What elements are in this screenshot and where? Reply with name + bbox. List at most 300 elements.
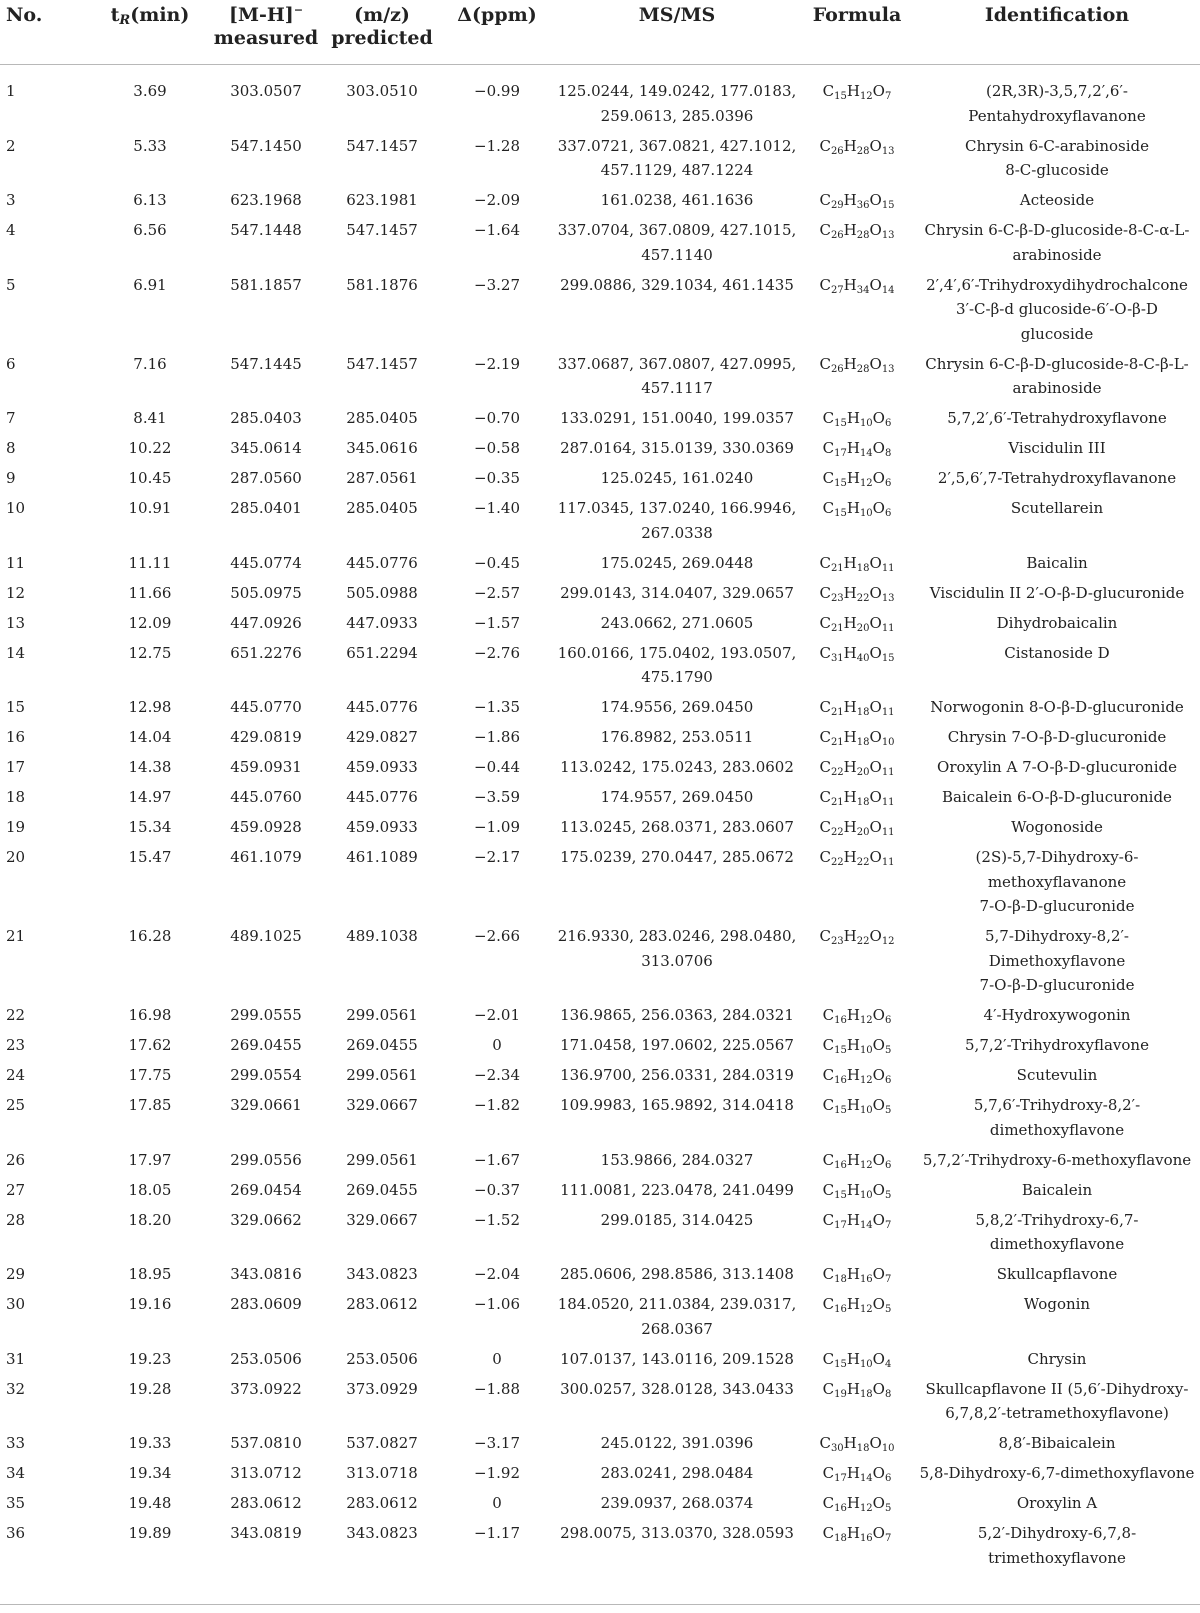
cell-msms: 299.0185, 314.0425 — [600, 1210, 754, 1229]
cell-no: 31 — [6, 1349, 26, 1368]
cell-retention-time: 6.56 — [133, 221, 167, 239]
cell-formula: $C_{15}H_{10}O_5$ — [822, 1036, 892, 1056]
cell-identification: 8,8′-Bibaicalein — [998, 1434, 1116, 1452]
table-row — [0, 1292, 1200, 1347]
cell-retention-time: 11.11 — [128, 553, 172, 572]
cell-identification: Wogonin — [1023, 1295, 1091, 1313]
cell-msms: 153.9866, 284.0327 — [600, 1150, 754, 1169]
cell-delta: −1.86 — [474, 728, 520, 746]
cell-measured: 445.0770 — [230, 698, 302, 716]
cell-retention-time: 17.62 — [128, 1036, 172, 1054]
cell-no: 22 — [6, 1006, 26, 1024]
cell-measured: 285.0403 — [230, 409, 302, 427]
cell-identification: Chrysin 6-C-arabinoside 8-C-glucoside — [965, 136, 1149, 179]
cell-measured: 505.0975 — [230, 583, 302, 602]
table-row — [0, 725, 1200, 755]
cell-measured: 343.0816 — [230, 1265, 302, 1283]
cell-predicted: 459.0933 — [346, 818, 418, 836]
cell-no: 15 — [6, 698, 26, 716]
cell-no: 24 — [6, 1066, 26, 1084]
cell-predicted: 447.0933 — [346, 613, 418, 632]
cell-formula: $C_{16}H_{12}O_6$ — [822, 1066, 892, 1086]
cell-formula: $C_{31}H_{40}O_{15}$ — [819, 643, 895, 664]
cell-no: 5 — [6, 275, 16, 294]
cell-no: 1 — [6, 82, 16, 100]
cell-retention-time: 17.85 — [128, 1096, 172, 1114]
cell-predicted: 537.0827 — [346, 1434, 418, 1452]
cell-no: 28 — [6, 1210, 26, 1229]
cell-measured: 489.1025 — [230, 927, 302, 945]
cell-predicted: 505.0988 — [346, 583, 418, 602]
cell-no: 16 — [6, 728, 26, 746]
cell-no: 4 — [6, 221, 16, 239]
cell-measured: 283.0609 — [230, 1295, 302, 1313]
cell-measured: 445.0774 — [230, 553, 302, 572]
cell-predicted: 299.0561 — [346, 1006, 418, 1024]
cell-identification: Chrysin 6-C-β-D-glucoside-8-C-β-L- arabinoside — [925, 354, 1189, 397]
cell-retention-time: 14.38 — [128, 758, 172, 776]
cell-msms: 337.0687, 367.0807, 427.0995, 457.1117 — [557, 354, 797, 397]
cell-predicted: 461.1089 — [346, 848, 418, 866]
cell-delta: −1.88 — [474, 1379, 520, 1398]
cell-formula: $C_{15}H_{10}O_4$ — [822, 1349, 892, 1370]
cell-delta: −2.34 — [474, 1066, 520, 1084]
cell-msms: 287.0164, 315.0139, 330.0369 — [560, 439, 794, 457]
table-row — [0, 1377, 1200, 1432]
cell-delta: 0 — [492, 1494, 502, 1512]
cell-identification: Chrysin 7-O-β-D-glucuronide — [947, 728, 1167, 746]
cell-predicted: 343.0823 — [346, 1524, 418, 1542]
cell-msms: 113.0242, 175.0243, 283.0602 — [560, 758, 794, 776]
cell-no: 14 — [6, 643, 26, 662]
cell-msms: 239.0937, 268.0374 — [600, 1494, 754, 1512]
cell-formula: $C_{16}H_{12}O_6$ — [822, 1006, 892, 1026]
cell-formula: $C_{23}H_{22}O_{13}$ — [819, 583, 895, 604]
cell-retention-time: 10.45 — [128, 469, 172, 487]
cell-identification: Chrysin — [1027, 1349, 1087, 1368]
cell-no: 6 — [6, 354, 16, 373]
cell-msms: 161.0238, 461.1636 — [600, 191, 754, 209]
cell-formula: $C_{15}H_{10}O_5$ — [822, 1180, 892, 1201]
cell-msms: 216.9330, 283.0246, 298.0480, 313.0706 — [557, 927, 797, 970]
cell-delta: −3.17 — [474, 1434, 520, 1452]
cell-measured: 285.0401 — [230, 499, 302, 517]
table-row — [0, 65, 1200, 134]
table-row — [0, 218, 1200, 273]
cell-predicted: 299.0561 — [346, 1150, 418, 1169]
header-formula: Formula — [812, 4, 902, 26]
cell-measured: 313.0712 — [230, 1464, 302, 1482]
cell-identification: (2S)-5,7-Dihydroxy-6- methoxyflavanone 7-O-β-D-glucuronide — [975, 848, 1139, 915]
cell-delta: −1.92 — [474, 1464, 520, 1482]
cell-no: 20 — [6, 848, 26, 866]
cell-msms: 125.0244, 149.0242, 177.0183, 259.0613, 285.0396 — [557, 82, 797, 125]
cell-msms: 174.9556, 269.0450 — [600, 698, 754, 716]
header-identification: Identification — [984, 4, 1130, 26]
cell-delta: −1.57 — [474, 613, 520, 632]
cell-msms: 299.0886, 329.1034, 461.1435 — [560, 275, 794, 294]
cell-no: 32 — [6, 1379, 26, 1398]
cell-predicted: 285.0405 — [346, 409, 418, 427]
cell-retention-time: 16.98 — [128, 1006, 172, 1024]
cell-delta: −1.09 — [474, 818, 520, 836]
table-row — [0, 134, 1200, 189]
table-row — [0, 1347, 1200, 1377]
cell-no: 29 — [6, 1265, 26, 1283]
cell-measured: 445.0760 — [230, 788, 302, 806]
cell-predicted: 445.0776 — [346, 553, 418, 572]
cell-msms: 174.9557, 269.0450 — [600, 788, 754, 806]
table-row — [0, 1521, 1200, 1578]
cell-no: 19 — [6, 818, 26, 836]
cell-retention-time: 19.23 — [128, 1349, 172, 1368]
cell-predicted: 343.0823 — [346, 1265, 418, 1283]
cell-delta: −2.66 — [474, 927, 520, 945]
cell-formula: $C_{15}H_{12}O_6$ — [822, 469, 892, 489]
cell-retention-time: 17.97 — [128, 1150, 172, 1169]
cell-no: 3 — [6, 191, 16, 209]
cell-delta: −2.04 — [474, 1265, 520, 1283]
table-header — [0, 0, 1200, 65]
cell-retention-time: 3.69 — [133, 82, 167, 100]
cell-msms: 184.0520, 211.0384, 239.0317, 268.0367 — [557, 1295, 797, 1338]
cell-retention-time: 15.47 — [128, 848, 172, 866]
cell-retention-time: 6.13 — [133, 191, 167, 209]
cell-msms: 136.9700, 256.0331, 284.0319 — [560, 1066, 794, 1084]
cell-retention-time: 19.16 — [128, 1295, 172, 1313]
cell-delta: −0.58 — [474, 439, 520, 457]
cell-retention-time: 19.34 — [128, 1464, 172, 1482]
cell-measured: 345.0614 — [230, 439, 302, 457]
table-row — [0, 641, 1200, 696]
cell-no: 34 — [6, 1464, 26, 1482]
cell-identification: Chrysin 6-C-β-D-glucoside-8-C-α-L- arabinoside — [924, 221, 1190, 264]
cell-predicted: 345.0616 — [346, 439, 418, 457]
table-row — [0, 785, 1200, 815]
cell-msms: 176.8982, 253.0511 — [600, 728, 754, 746]
cell-retention-time: 14.97 — [128, 788, 172, 806]
cell-identification: Baicalein — [1021, 1180, 1093, 1199]
table-row — [0, 695, 1200, 725]
cell-no: 18 — [6, 788, 26, 806]
cell-formula: $C_{17}H_{14}O_8$ — [822, 439, 892, 459]
table-row — [0, 755, 1200, 785]
cell-identification: 5,7-Dihydroxy-8,2′- Dimethoxyflavone 7-O-β-D-glucuronide — [979, 927, 1135, 994]
cell-predicted: 623.1981 — [346, 191, 418, 209]
cell-delta: −1.82 — [474, 1096, 520, 1114]
table-row — [0, 845, 1200, 924]
header-predicted: (m/z) predicted — [331, 4, 433, 49]
cell-formula: $C_{26}H_{28}O_{13}$ — [819, 354, 895, 375]
cell-retention-time: 12.75 — [128, 643, 172, 662]
cell-identification: Scutellarein — [1010, 499, 1104, 517]
cell-identification: Baicalin — [1026, 553, 1088, 572]
table-row — [0, 551, 1200, 581]
cell-formula: $C_{22}H_{20}O_{11}$ — [819, 818, 895, 838]
cell-predicted: 445.0776 — [346, 698, 418, 716]
cell-retention-time: 15.34 — [128, 818, 172, 836]
cell-no: 9 — [6, 469, 16, 487]
cell-predicted: 303.0510 — [346, 82, 418, 100]
table-row — [0, 436, 1200, 466]
cell-measured: 329.0662 — [230, 1210, 302, 1229]
cell-predicted: 373.0929 — [346, 1379, 418, 1398]
table-row — [0, 273, 1200, 352]
cell-retention-time: 6.91 — [133, 275, 167, 294]
cell-retention-time: 19.33 — [128, 1434, 172, 1452]
table-row — [0, 352, 1200, 407]
cell-predicted: 253.0506 — [346, 1349, 418, 1368]
cell-measured: 623.1968 — [230, 191, 302, 209]
cell-identification: Baicalein 6-O-β-D-glucuronide — [942, 788, 1172, 806]
cell-identification: (2R,3R)-3,5,7,2′,6′- Pentahydroxyflavanone — [968, 82, 1146, 125]
cell-no: 30 — [6, 1295, 26, 1313]
cell-measured: 287.0560 — [230, 469, 302, 487]
cell-formula: $C_{26}H_{28}O_{13}$ — [819, 136, 895, 157]
cell-retention-time: 10.91 — [128, 499, 172, 517]
table-row — [0, 1461, 1200, 1491]
cell-delta: 0 — [492, 1349, 502, 1368]
header-retention-time: $t_R(\min)$ — [110, 4, 190, 28]
table-body — [0, 65, 1200, 1579]
table-row — [0, 1063, 1200, 1093]
cell-delta: −1.17 — [474, 1524, 520, 1542]
table-row — [0, 1148, 1200, 1178]
cell-formula: $C_{15}H_{12}O_7$ — [822, 82, 892, 102]
cell-msms: 125.0245, 161.0240 — [600, 469, 754, 487]
cell-formula: $C_{15}H_{10}O_6$ — [822, 409, 892, 429]
cell-measured: 299.0556 — [230, 1150, 302, 1169]
cell-identification: Viscidulin II 2′-O-β-D-glucuronide — [929, 583, 1185, 602]
cell-formula: $C_{29}H_{36}O_{15}$ — [819, 191, 895, 211]
cell-delta: −2.01 — [474, 1006, 520, 1024]
cell-delta: −1.35 — [474, 698, 520, 716]
header-no: No. — [6, 4, 43, 26]
cell-measured: 269.0454 — [230, 1180, 302, 1199]
cell-predicted: 329.0667 — [346, 1096, 418, 1114]
cell-identification: 5,8,2′-Trihydroxy-6,7- dimethoxyflavone — [975, 1210, 1139, 1253]
cell-msms: 283.0241, 298.0484 — [600, 1464, 754, 1482]
cell-delta: −3.27 — [474, 275, 520, 294]
cell-identification: Norwogonin 8-O-β-D-glucuronide — [930, 698, 1184, 716]
cell-predicted: 547.1457 — [346, 354, 418, 373]
cell-formula: $C_{17}H_{14}O_6$ — [822, 1464, 892, 1484]
cell-predicted: 299.0561 — [346, 1066, 418, 1084]
cell-formula: $C_{22}H_{22}O_{11}$ — [819, 848, 895, 868]
cell-msms: 117.0345, 137.0240, 166.9946, 267.0338 — [557, 499, 797, 542]
cell-no: 25 — [6, 1096, 26, 1114]
cell-retention-time: 19.28 — [128, 1379, 172, 1398]
cell-retention-time: 14.04 — [128, 728, 172, 746]
table-row — [0, 496, 1200, 551]
cell-formula: $C_{16}H_{12}O_5$ — [822, 1295, 892, 1315]
cell-predicted: 283.0612 — [346, 1494, 418, 1512]
table-row — [0, 466, 1200, 496]
cell-retention-time: 19.89 — [128, 1524, 172, 1542]
cell-formula: $C_{21}H_{18}O_{11}$ — [819, 553, 895, 574]
cell-measured: 581.1857 — [230, 275, 302, 294]
cell-msms: 175.0239, 270.0447, 285.0672 — [560, 848, 794, 866]
cell-retention-time: 12.09 — [128, 613, 172, 632]
table-row — [0, 815, 1200, 845]
table-row — [0, 924, 1200, 1003]
cell-predicted: 445.0776 — [346, 788, 418, 806]
cell-predicted: 285.0405 — [346, 499, 418, 517]
cell-identification: Acteoside — [1019, 191, 1095, 209]
cell-measured: 547.1445 — [230, 354, 302, 373]
cell-identification: Dihydrobaicalin — [996, 613, 1118, 632]
cell-delta: −0.70 — [474, 409, 520, 427]
cell-measured: 269.0455 — [230, 1036, 302, 1054]
table-row — [0, 1262, 1200, 1292]
cell-predicted: 313.0718 — [346, 1464, 418, 1482]
cell-predicted: 547.1457 — [346, 221, 418, 239]
table-row — [0, 1208, 1200, 1263]
cell-retention-time: 11.66 — [128, 583, 172, 602]
cell-measured: 459.0931 — [230, 758, 302, 776]
cell-identification: Skullcapflavone — [996, 1265, 1118, 1283]
table-row — [0, 1178, 1200, 1208]
cell-identification: 2′,5,6′,7-Tetrahydroxyflavanone — [937, 469, 1177, 487]
cell-formula: $C_{19}H_{18}O_8$ — [822, 1379, 892, 1400]
cell-msms: 299.0143, 314.0407, 329.0657 — [560, 583, 794, 602]
cell-msms: 171.0458, 197.0602, 225.0567 — [560, 1036, 794, 1054]
header-delta-ppm: Δ(ppm) — [457, 4, 537, 26]
cell-no: 12 — [6, 583, 26, 602]
cell-identification: 5,7,2′-Trihydroxyflavone — [965, 1036, 1149, 1054]
cell-measured: 547.1450 — [230, 136, 302, 155]
cell-identification: Skullcapflavone II (5,6′-Dihydroxy- 6,7,8,2′-tetramethoxyflavone) — [925, 1379, 1189, 1422]
header-measured: [M-H]− measured — [213, 3, 319, 49]
cell-formula: $C_{21}H_{18}O_{10}$ — [819, 728, 895, 748]
cell-msms: 243.0662, 271.0605 — [600, 613, 754, 632]
cell-identification: Cistanoside D — [1004, 643, 1110, 662]
cell-no: 7 — [6, 409, 16, 427]
cell-formula: $C_{15}H_{10}O_6$ — [822, 499, 892, 519]
cell-measured: 537.0810 — [230, 1434, 302, 1452]
cell-formula: $C_{21}H_{20}O_{11}$ — [819, 613, 895, 634]
cell-formula: $C_{18}H_{16}O_7$ — [822, 1524, 892, 1544]
cell-measured: 303.0507 — [230, 82, 302, 100]
cell-delta: −1.64 — [474, 221, 520, 239]
cell-delta: −0.37 — [474, 1180, 520, 1199]
cell-no: 8 — [6, 439, 16, 457]
cell-delta: −1.40 — [474, 499, 520, 517]
cell-msms: 337.0721, 367.0821, 427.1012, 457.1129, 487.1224 — [557, 136, 797, 179]
cell-msms: 175.0245, 269.0448 — [600, 553, 754, 572]
cell-measured: 299.0555 — [230, 1006, 302, 1024]
cell-formula: $C_{26}H_{28}O_{13}$ — [819, 221, 895, 241]
cell-no: 36 — [6, 1524, 26, 1542]
cell-measured: 461.1079 — [230, 848, 302, 866]
cell-delta: −0.35 — [474, 469, 520, 487]
table-row — [0, 1003, 1200, 1033]
cell-msms: 160.0166, 175.0402, 193.0507, 475.1790 — [557, 643, 797, 686]
cell-measured: 429.0819 — [230, 728, 302, 746]
cell-msms: 133.0291, 151.0040, 199.0357 — [560, 409, 794, 427]
cell-no: 33 — [6, 1434, 26, 1452]
cell-predicted: 651.2294 — [346, 643, 418, 662]
cell-delta: −0.99 — [474, 82, 520, 100]
cell-measured: 547.1448 — [230, 221, 302, 239]
cell-identification: 5,7,2′,6′-Tetrahydroxyflavone — [947, 409, 1167, 427]
cell-no: 13 — [6, 613, 26, 632]
cell-measured: 447.0926 — [230, 613, 302, 632]
cell-retention-time: 10.22 — [128, 439, 172, 457]
cell-retention-time: 12.98 — [128, 698, 172, 716]
cell-delta: −1.52 — [474, 1210, 520, 1229]
bottom-rule — [0, 1604, 1200, 1605]
cell-no: 23 — [6, 1036, 26, 1054]
cell-measured: 651.2276 — [230, 643, 302, 662]
cell-msms: 107.0137, 143.0116, 209.1528 — [560, 1349, 794, 1368]
cell-retention-time: 18.05 — [128, 1180, 172, 1199]
cell-msms: 337.0704, 367.0809, 427.1015, 457.1140 — [557, 221, 797, 264]
cell-delta: −3.59 — [474, 788, 520, 806]
cell-msms: 245.0122, 391.0396 — [600, 1434, 754, 1452]
cell-msms: 136.9865, 256.0363, 284.0321 — [560, 1006, 794, 1024]
cell-no: 11 — [6, 553, 26, 572]
cell-no: 2 — [6, 136, 16, 155]
cell-formula: $C_{17}H_{14}O_7$ — [822, 1210, 892, 1231]
table-row — [0, 188, 1200, 218]
cell-predicted: 329.0667 — [346, 1210, 418, 1229]
cell-msms: 285.0606, 298.8586, 313.1408 — [560, 1265, 794, 1283]
cell-predicted: 581.1876 — [346, 275, 418, 294]
cell-measured: 253.0506 — [230, 1349, 302, 1368]
cell-predicted: 459.0933 — [346, 758, 418, 776]
table-row — [0, 1093, 1200, 1148]
cell-no: 35 — [6, 1494, 26, 1512]
cell-formula: $C_{16}H_{12}O_6$ — [822, 1150, 892, 1171]
cell-delta: −2.19 — [474, 354, 520, 373]
cell-msms: 300.0257, 328.0128, 343.0433 — [560, 1379, 794, 1398]
cell-delta: −2.17 — [474, 848, 520, 866]
cell-formula: $C_{23}H_{22}O_{12}$ — [819, 927, 895, 947]
cell-retention-time: 18.95 — [128, 1265, 172, 1283]
cell-no: 27 — [6, 1180, 26, 1199]
cell-msms: 298.0075, 313.0370, 328.0593 — [560, 1524, 794, 1542]
cell-no: 21 — [6, 927, 26, 945]
cell-identification: Viscidulin III — [1008, 439, 1106, 457]
cell-identification: Oroxylin A — [1016, 1494, 1098, 1512]
cell-delta: 0 — [492, 1036, 502, 1054]
cell-identification: 5,7,2′-Trihydroxy-6-methoxyflavone — [922, 1150, 1192, 1169]
cell-msms: 111.0081, 223.0478, 241.0499 — [560, 1180, 794, 1199]
cell-predicted: 489.1038 — [346, 927, 418, 945]
cell-formula: $C_{16}H_{12}O_5$ — [822, 1494, 892, 1514]
cell-delta: −0.45 — [474, 553, 520, 572]
cell-delta: −1.28 — [474, 136, 520, 155]
cell-predicted: 269.0455 — [346, 1036, 418, 1054]
cell-formula: $C_{21}H_{18}O_{11}$ — [819, 788, 895, 808]
cell-identification: 5,2′-Dihydroxy-6,7,8- trimethoxyflavone — [977, 1524, 1137, 1567]
cell-retention-time: 18.20 — [128, 1210, 172, 1229]
cell-msms: 109.9983, 165.9892, 314.0418 — [560, 1096, 794, 1114]
cell-measured: 299.0554 — [230, 1066, 302, 1084]
cell-delta: −0.44 — [474, 758, 520, 776]
table-row — [0, 1491, 1200, 1521]
cell-delta: −2.76 — [474, 643, 520, 662]
cell-identification: Oroxylin A 7-O-β-D-glucuronide — [937, 758, 1177, 776]
table-row — [0, 581, 1200, 611]
cell-formula: $C_{18}H_{16}O_7$ — [822, 1265, 892, 1285]
cell-retention-time: 5.33 — [133, 136, 167, 155]
cell-delta: −1.67 — [474, 1150, 520, 1169]
cell-measured: 343.0819 — [230, 1524, 302, 1542]
cell-measured: 373.0922 — [230, 1379, 302, 1398]
table-row — [0, 406, 1200, 436]
